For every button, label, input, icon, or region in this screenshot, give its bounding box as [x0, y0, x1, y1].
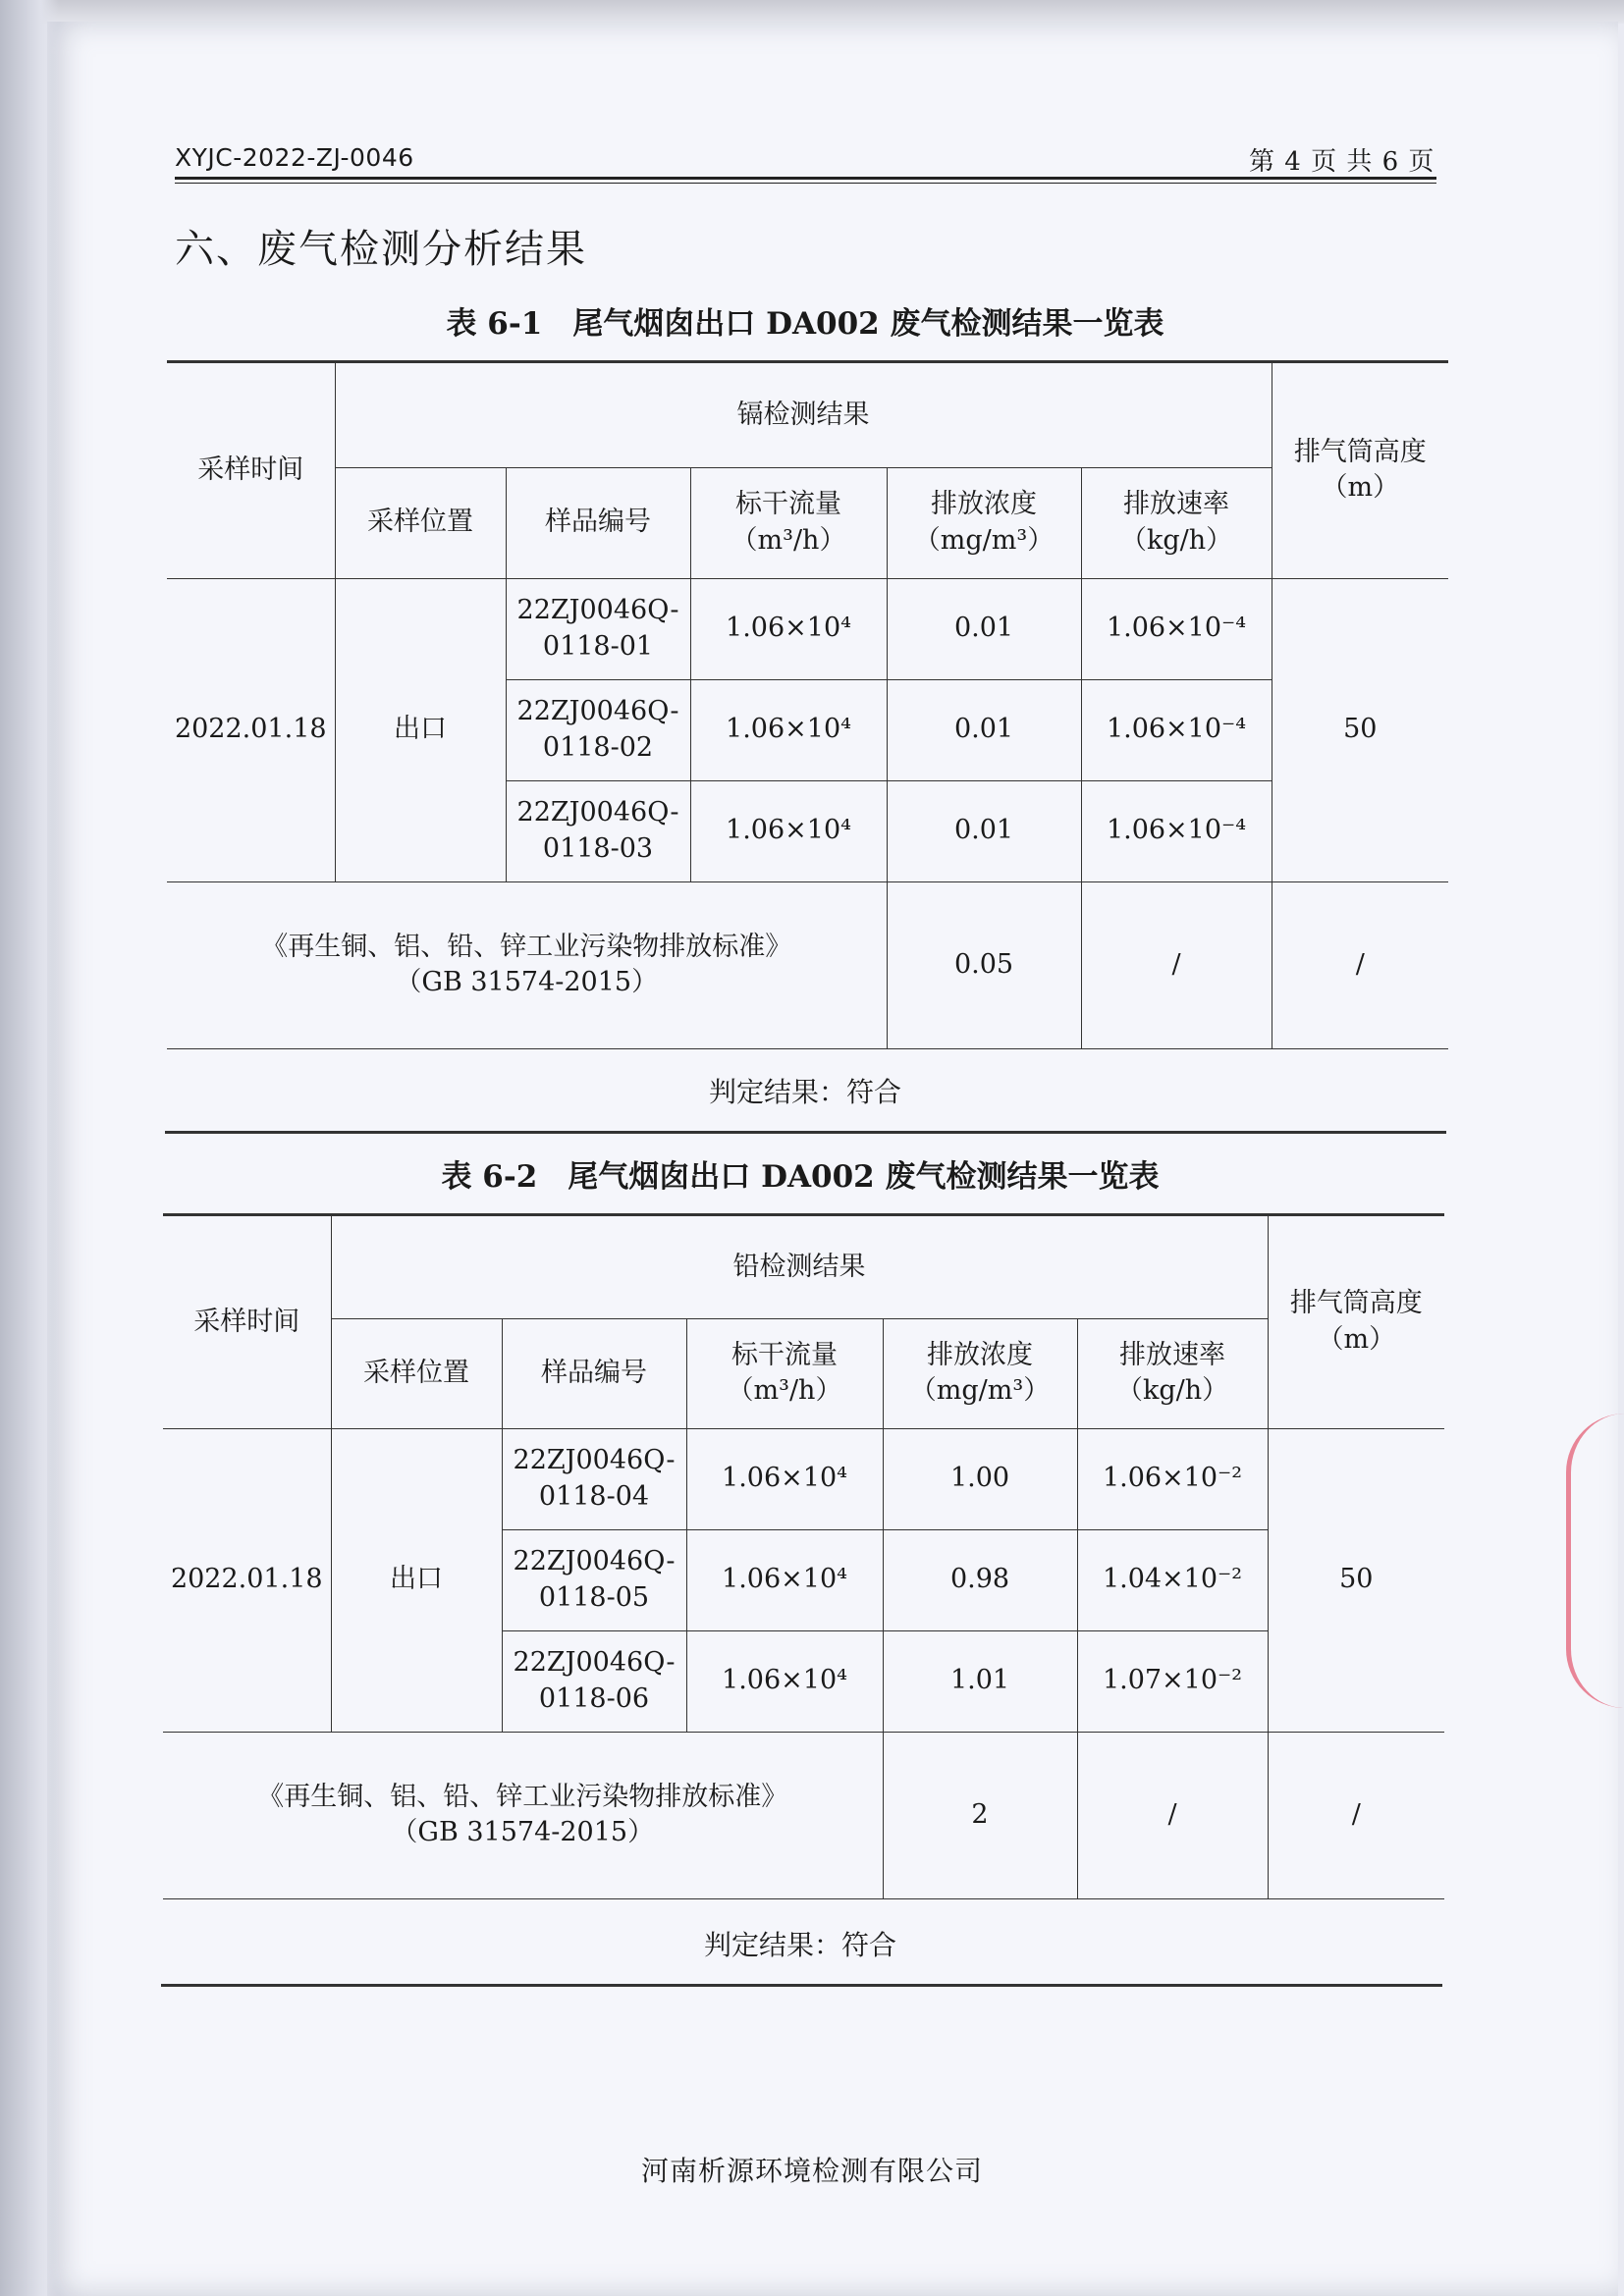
cell-rate: 1.06×10⁻⁴: [1081, 578, 1272, 679]
cell-rate: 1.06×10⁻⁴: [1081, 679, 1272, 780]
cell-concentration: 0.01: [887, 780, 1081, 881]
table-2-bottom-rule: [161, 1984, 1442, 1987]
cell-rate: 1.07×10⁻²: [1077, 1630, 1268, 1732]
cell-concentration: 1.00: [883, 1428, 1077, 1529]
table-1-title: 表 6-1 尾气烟囱出口 DA002 废气检测结果一览表: [446, 306, 1164, 342]
header-emission-rate: 排放速率 （kg/h）: [1081, 467, 1272, 578]
cell-concentration: 0.01: [887, 679, 1081, 780]
cell-limit-concentration: 0.05: [887, 881, 1081, 1048]
cell-sample-id: 22ZJ0046Q- 0118-05: [502, 1529, 686, 1630]
report-number: XYJC-2022-ZJ-0046: [175, 143, 414, 172]
table-row: [167, 578, 1448, 679]
header-stack-height: 排气筒高度 （m）: [1272, 363, 1448, 578]
cell-flow: 1.06×10⁴: [686, 1529, 883, 1630]
cell-concentration: 0.01: [887, 578, 1081, 679]
cell-date: 2022.01.18: [163, 1428, 331, 1732]
cell-location: 出口: [335, 578, 506, 881]
table-2-verdict: 判定结果：符合: [703, 1929, 896, 1961]
cell-flow: 1.06×10⁴: [690, 578, 887, 679]
table-row: [163, 1428, 1444, 1529]
header-sampling-location: 采样位置: [331, 1318, 502, 1428]
header-standard-flow: 标干流量 （m³/h）: [690, 467, 887, 578]
cell-sample-id: 22ZJ0046Q- 0118-06: [502, 1630, 686, 1732]
cell-flow: 1.06×10⁴: [686, 1630, 883, 1732]
cell-flow: 1.06×10⁴: [690, 780, 887, 881]
cell-rate: 1.06×10⁻²: [1077, 1428, 1268, 1529]
cell-concentration: 1.01: [883, 1630, 1077, 1732]
cell-concentration: 0.98: [883, 1529, 1077, 1630]
cell-limit-rate: /: [1081, 881, 1272, 1048]
cell-standard-name: 《再生铜、铝、铅、锌工业污染物排放标准》 （GB 31574-2015）: [167, 881, 887, 1048]
header-sampling-time: 采样时间: [167, 363, 335, 578]
table-1-verdict: 判定结果：符合: [708, 1076, 901, 1108]
cell-standard-name: 《再生铜、铝、铅、锌工业污染物排放标准》 （GB 31574-2015）: [163, 1732, 883, 1898]
page-indicator: 第 4 页 共 6 页: [1249, 147, 1435, 177]
section-title: 六、废气检测分析结果: [175, 227, 587, 272]
header-sample-id: 样品编号: [502, 1318, 686, 1428]
cell-limit-rate: /: [1077, 1732, 1268, 1898]
header-stack-height: 排气筒高度 （m）: [1268, 1216, 1444, 1428]
cell-sample-id: 22ZJ0046Q- 0118-03: [506, 780, 690, 881]
cell-limit-height: /: [1272, 881, 1448, 1048]
cell-sample-id: 22ZJ0046Q- 0118-02: [506, 679, 690, 780]
header-emission-concentration: 排放浓度 （mg/m³）: [883, 1318, 1077, 1428]
header-sample-id: 样品编号: [506, 467, 690, 578]
cell-date: 2022.01.18: [167, 578, 335, 881]
scan-binding-shadow: [0, 0, 59, 2296]
cell-flow: 1.06×10⁴: [686, 1428, 883, 1529]
cell-sample-id: 22ZJ0046Q- 0118-04: [502, 1428, 686, 1529]
cell-limit-concentration: 2: [883, 1732, 1077, 1898]
cell-rate: 1.06×10⁻⁴: [1081, 780, 1272, 881]
cell-height: 50: [1268, 1428, 1444, 1732]
header-group-lead: 铅检测结果: [331, 1216, 1268, 1318]
table-1-cadmium-results: [167, 363, 1448, 1049]
cell-limit-height: /: [1268, 1732, 1444, 1898]
table-1-bottom-rule: [165, 1131, 1446, 1134]
header-emission-rate: 排放速率 （kg/h）: [1077, 1318, 1268, 1428]
header-standard-flow: 标干流量 （m³/h）: [686, 1318, 883, 1428]
header-rule: [175, 177, 1436, 180]
cell-sample-id: 22ZJ0046Q- 0118-01: [506, 578, 690, 679]
header-sampling-time: 采样时间: [163, 1216, 331, 1428]
header-sampling-location: 采样位置: [335, 467, 506, 578]
header-emission-concentration: 排放浓度 （mg/m³）: [887, 467, 1081, 578]
table-2-lead-results: [163, 1216, 1444, 1899]
standard-row: [167, 881, 1448, 1048]
header-group-cadmium: 镉检测结果: [335, 363, 1272, 467]
company-footer: 河南析源环境检测有限公司: [640, 2155, 983, 2187]
cell-rate: 1.04×10⁻²: [1077, 1529, 1268, 1630]
cell-height: 50: [1272, 578, 1448, 881]
red-seal-edge: [1566, 1414, 1624, 1708]
table-2-title: 表 6-2 尾气烟囱出口 DA002 废气检测结果一览表: [441, 1159, 1160, 1195]
cell-flow: 1.06×10⁴: [690, 679, 887, 780]
header-rule-thin: [175, 183, 1436, 184]
standard-row: [163, 1732, 1444, 1898]
cell-location: 出口: [331, 1428, 502, 1732]
scan-top-shadow: [0, 0, 1624, 24]
